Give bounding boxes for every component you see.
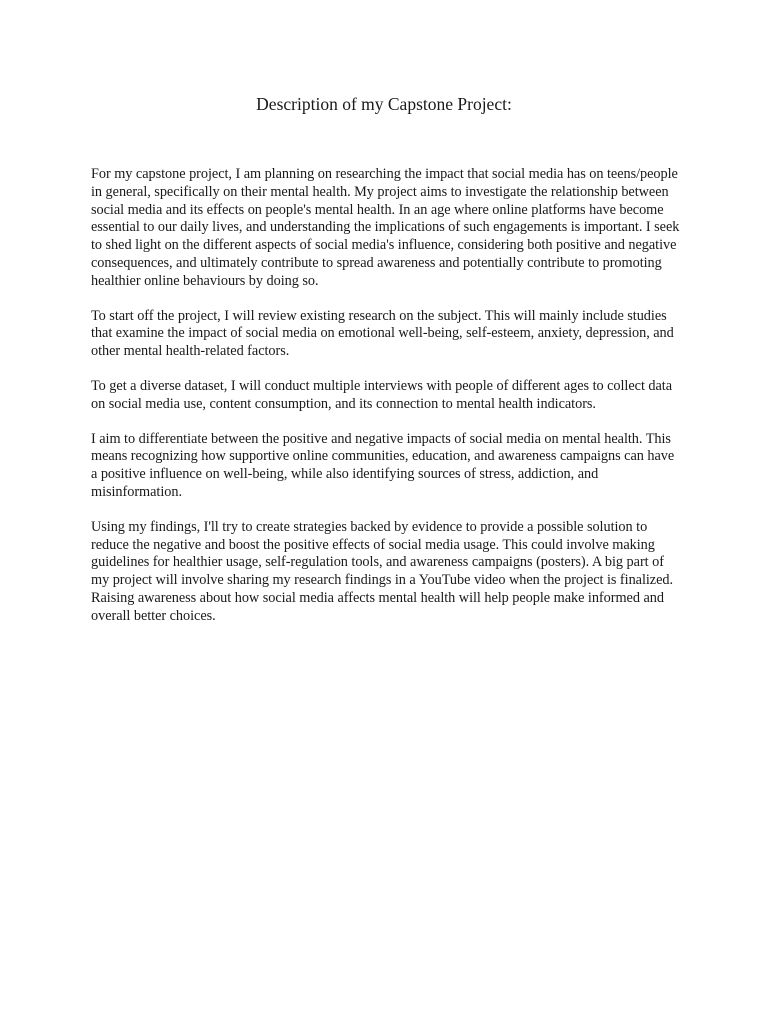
paragraph-intro: For my capstone project, I am planning on researching the impact that social media has on teens/people in general, specifically on their mental health. My project aims to investigate the relationship between social media and its effects on people's mental health. In an age where online platforms have become essential to our daily lives, and understanding the implications of such engagements is important. I seek to shed light on the different aspects of social media's influence, considering both positive and negative consequences, and ultimately contribute to spread awareness and potentially contribute to promoting healthier online behaviours by doing so. bbox=[91, 166, 680, 289]
paragraph-research-review: To start off the project, I will review existing research on the subject. This will mainly include studies that examine the impact of social media on emotional well-being, self-esteem, anxiety, depression, and other mental health-related factors. bbox=[91, 307, 674, 360]
paragraph-interviews: To get a diverse dataset, I will conduct multiple interviews with people of different ages to collect data on social media use, content consumption, and its connection to mental health indicators. bbox=[91, 377, 673, 412]
document-title: Description of my Capstone Project: bbox=[256, 94, 512, 114]
paragraph-impacts: I aim to differentiate between the positive and negative impacts of social media on mental health. This means recognizing how supportive online communities, education, and awareness campaigns can have a positive influence on well-being, while also identifying sources of stress, addiction, and misinformation. bbox=[91, 430, 675, 500]
paragraph-strategies: Using my findings, I'll try to create strategies backed by evidence to provide a possible solution to reduce the negative and boost the positive effects of social media usage. This could involve making guidelines for healthier usage, self-regulation tools, and awareness campaigns (posters). A big part of my project will involve sharing my research findings in a YouTube video when the project is finalized. Raising awareness about how social media affects mental health will help people make informed and overall better choices. bbox=[91, 518, 674, 624]
document-body bbox=[91, 166, 681, 643]
